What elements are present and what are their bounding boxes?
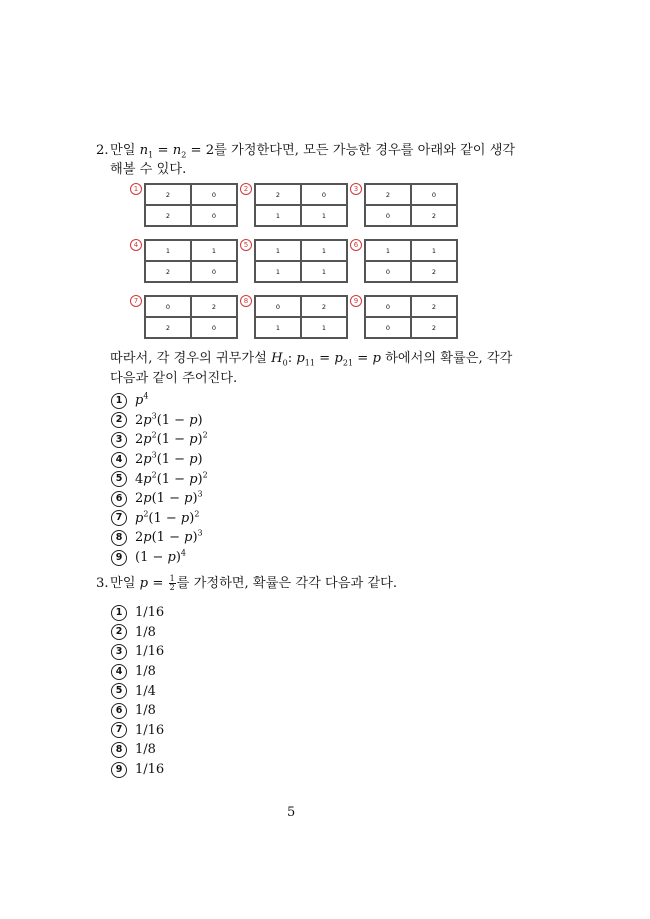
contingency-table	[364, 239, 458, 283]
n1-subscript: 1	[148, 150, 154, 160]
table-cell: 2	[145, 205, 191, 226]
case-number-badge: 8	[240, 295, 252, 307]
case-number-badge: 4	[130, 239, 142, 251]
item-2-prefix: 만일	[110, 143, 140, 158]
probability-item	[111, 509, 208, 529]
probability-item	[111, 391, 208, 411]
probability-value: 1/4	[135, 683, 156, 699]
value-item	[111, 642, 164, 662]
table-cell: 1	[301, 317, 347, 338]
item-2-rest: = 2를 가정한다면, 모든 가능한 경우를 아래와 같이 생각	[186, 143, 516, 158]
table-cell: 0	[365, 296, 411, 317]
p21-symbol: p	[334, 351, 343, 366]
para-text1: 따라서, 각 경우의 귀무가설	[110, 351, 272, 366]
n2-subscript: 2	[181, 150, 187, 160]
item-2-text	[110, 141, 530, 179]
probability-value: 1/8	[135, 703, 156, 719]
contingency-table	[364, 295, 458, 339]
p-symbol: p	[139, 576, 149, 591]
table-cell: 0	[255, 296, 301, 317]
circled-number: 4	[111, 452, 127, 468]
value-item	[111, 662, 164, 682]
table-cell: 0	[411, 184, 457, 205]
fraction-numerator: 1	[169, 574, 175, 583]
probability-expression: $2p(1 - p)^3$	[135, 489, 203, 507]
circled-number: 6	[111, 491, 127, 507]
probability-value: 1/16	[135, 762, 165, 778]
case-number-badge: 3	[350, 183, 362, 195]
item-2-number: 2.	[96, 143, 109, 158]
table-cell: 0	[145, 296, 191, 317]
contingency-table	[144, 295, 238, 339]
table-cell: 0	[365, 317, 411, 338]
case-9	[350, 295, 460, 339]
circled-number: 9	[111, 762, 127, 778]
probability-item	[111, 469, 208, 489]
case-number-badge: 2	[240, 183, 252, 195]
probability-item	[111, 411, 208, 431]
table-cell: 1	[255, 317, 301, 338]
table-cell: 0	[191, 261, 237, 282]
probability-value: 1/16	[135, 605, 165, 621]
contingency-table	[144, 239, 238, 283]
table-cell: 2	[191, 296, 237, 317]
table-cell: 1	[145, 240, 191, 261]
probability-value: 1/16	[135, 644, 165, 660]
value-item	[111, 740, 164, 760]
table-cell: 1	[255, 240, 301, 261]
table-cell: 2	[411, 261, 457, 282]
probability-expression: $4p^2(1 - p)^2$	[135, 470, 208, 487]
para-text2: 하에서의 확률은, 각각	[380, 351, 513, 366]
equals-sign: =	[153, 143, 173, 158]
p-symbol: p	[372, 351, 381, 366]
contingency-table	[364, 183, 458, 227]
value-item	[111, 681, 164, 701]
item-3-text	[110, 574, 550, 593]
table-cell: 0	[365, 205, 411, 226]
item-3-prefix: 만일	[110, 576, 140, 591]
p11-symbol: p	[296, 351, 305, 366]
case-number-badge: 1	[130, 183, 142, 195]
probability-value: 1/8	[135, 664, 156, 680]
table-cell: 1	[301, 240, 347, 261]
probability-expression: $(1 - p)^4$	[135, 548, 186, 566]
item-3-number: 3.	[96, 576, 109, 591]
values-list	[111, 603, 164, 779]
circled-number: 3	[111, 644, 127, 660]
table-cell: 1	[255, 205, 301, 226]
para-colon: :	[287, 351, 297, 366]
n1-symbol: n	[139, 143, 149, 158]
probability-expression: $2p^2(1 - p)^2$	[135, 431, 208, 448]
probability-list	[111, 391, 208, 567]
contingency-table	[254, 239, 348, 283]
circled-number: 8	[111, 742, 127, 758]
probability-expression: $p^2(1 - p)^2$	[135, 509, 200, 526]
value-item	[111, 603, 164, 623]
circled-number: 8	[111, 530, 127, 546]
circled-number: 5	[111, 471, 127, 487]
item-3-suffix: 를 가정하면, 확률은 각각 다음과 같다.	[176, 576, 398, 591]
p11-subscript: 11	[304, 358, 315, 368]
table-cell: 1	[365, 240, 411, 261]
fraction-denominator: 2	[169, 583, 175, 592]
probability-paragraph	[110, 349, 530, 389]
para-equals-2: =	[353, 351, 373, 366]
table-cell: 0	[191, 184, 237, 205]
value-item	[111, 760, 164, 780]
table-cell: 1	[301, 205, 347, 226]
h-symbol: H	[271, 351, 283, 366]
probability-value: 1/8	[135, 742, 156, 758]
probability-expression: $2p^3(1 - p)$	[135, 411, 203, 428]
page-number: 5	[287, 805, 296, 820]
table-cell: 1	[411, 240, 457, 261]
value-item	[111, 623, 164, 643]
p21-subscript: 21	[342, 358, 354, 368]
cases-grid	[130, 183, 460, 341]
case-number-badge: 9	[350, 295, 362, 307]
contingency-table	[254, 295, 348, 339]
probability-expression: $2p^3(1 - p)$	[135, 450, 203, 468]
case-2	[240, 183, 350, 227]
table-cell: 0	[365, 261, 411, 282]
h-subscript: 0	[282, 358, 288, 368]
case-number-badge: 5	[240, 239, 252, 251]
circled-number: 5	[111, 683, 127, 699]
circled-number: 1	[111, 605, 127, 621]
case-1	[130, 183, 240, 227]
table-cell: 0	[191, 205, 237, 226]
case-number-badge: 7	[130, 295, 142, 307]
case-8	[240, 295, 350, 339]
circled-number: 3	[111, 432, 127, 448]
para-line2: 다음과 같이 주어진다.	[110, 371, 238, 386]
table-cell: 0	[191, 317, 237, 338]
table-cell: 2	[411, 317, 457, 338]
contingency-table	[144, 183, 238, 227]
table-cell: 2	[145, 261, 191, 282]
table-cell: 2	[145, 184, 191, 205]
case-5	[240, 239, 350, 283]
probability-item	[111, 430, 208, 450]
table-cell: 2	[255, 184, 301, 205]
circled-number: 2	[111, 624, 127, 640]
probability-item	[111, 489, 208, 509]
item-3-equals: =	[148, 576, 168, 591]
probability-value: 1/8	[135, 624, 156, 640]
circled-number: 4	[111, 664, 127, 680]
contingency-table	[254, 183, 348, 227]
probability-item	[111, 528, 208, 548]
case-6	[350, 239, 460, 283]
table-cell: 1	[301, 261, 347, 282]
item-2-line2: 해볼 수 있다.	[110, 162, 187, 177]
n2-symbol: n	[172, 143, 182, 158]
case-7	[130, 295, 240, 339]
circled-number: 6	[111, 703, 127, 719]
probability-expression: $2p(1 - p)^3$	[135, 529, 203, 546]
table-cell: 2	[411, 296, 457, 317]
circled-number: 7	[111, 722, 127, 738]
table-cell: 1	[191, 240, 237, 261]
probability-item	[111, 450, 208, 470]
probability-value: 1/16	[135, 722, 165, 738]
table-cell: 1	[255, 261, 301, 282]
table-cell: 2	[411, 205, 457, 226]
table-cell: 2	[145, 317, 191, 338]
circled-number: 2	[111, 412, 127, 428]
value-item	[111, 701, 164, 721]
case-number-badge: 6	[350, 239, 362, 251]
table-cell: 2	[301, 296, 347, 317]
case-3	[350, 183, 460, 227]
value-item	[111, 721, 164, 741]
case-4	[130, 239, 240, 283]
probability-expression: $p^4$	[135, 391, 149, 409]
table-cell: 2	[365, 184, 411, 205]
one-half-fraction	[169, 575, 176, 592]
probability-item	[111, 548, 208, 568]
table-cell: 0	[301, 184, 347, 205]
para-equals-1: =	[314, 351, 335, 366]
circled-number: 1	[111, 393, 127, 409]
circled-number: 9	[111, 550, 127, 566]
circled-number: 7	[111, 510, 127, 526]
